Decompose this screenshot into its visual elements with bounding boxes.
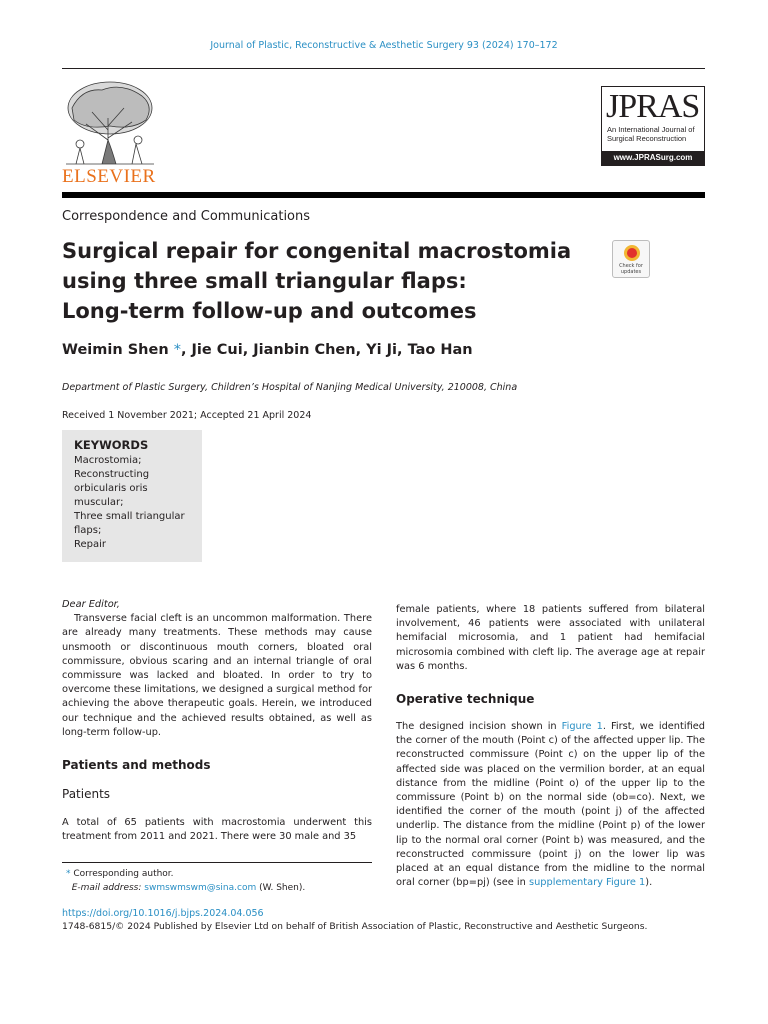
footnote-marker: * [66,869,71,879]
jpras-subtitle: An International Journal of Surgical Reconstruction [607,125,695,143]
check-for-updates-badge[interactable] [612,240,650,278]
article-section: Correspondence and Communications [62,209,311,224]
jpras-journal-logo[interactable] [601,86,705,166]
keyword-item: orbicularis oris [74,483,148,494]
body-column-left [62,598,372,844]
figure-1-link[interactable]: Figure 1 [561,721,603,733]
header-divider [62,68,705,69]
operative-paragraph: The designed incision shown in Figure 1. First, we identified the corner of the mouth (Point c) of the affected upper lip. The reconstructed commissure (Point c) on the upper lip of the affected side was placed on the vermilion border, at an equal distance from the midline (Point o) of the upper lip to the commissure (Point b) on the normal side (ob=co). Next, we identified the corner of the mouth (point j) of the affected underlip. The distance from the midline (Point p) of the lower lip to the normal oral corner (Point b) was measured, and the reconstructed commissure (point j) on the lower lip was placed at an equal distance from the midline to the normal oral corner (bp=pj) (see in supplementary Figure 1). [396,721,705,889]
heading-patients-methods: Patients and methods [62,758,211,773]
check-updates-icon [624,245,640,261]
footnote-divider [62,862,372,863]
keyword-item: flaps; [74,525,102,536]
jpras-url[interactable]: www.JPRASurg.com [602,151,704,165]
intro-paragraph: Transverse facial cleft is an uncommon malformation. There are already many treatments. These methods may cause unsmooth or discontinuous mouth corners, bloated oral commissure, obvious scaring and an internal triangle of oral commissure was lacked and bloated. In order to try to overcome these limitations, we designed a surgical method for achieving the above therapeutic goals. Herein, we introduced our technique and the achieved results obtained, as well as long-term follow-up. [62,613,372,738]
salutation: Dear Editor, [62,599,120,610]
authors-rest: , Jie Cui, Jianbin Chen, Yi Ji, Tao Han [180,342,473,358]
check-updates-label: Check for updates [619,263,643,275]
jpras-title: JPRAS [606,88,700,125]
copyright-line: 1748-6815/© 2024 Published by Elsevier Ltd on behalf of British Association of Plastic, Reconstructive and Aesthetic Surgeons. [62,921,648,932]
keyword-item: muscular; [74,497,124,508]
heading-patients: Patients [62,787,111,802]
keyword-item: Macrostomia; [74,455,142,466]
patients-paragraph-continued: female patients, where 18 patients suffered from bilateral involvement, 46 patients were associated with unilateral hemifacial microsomia, and 1 patient had hemifacial microsomia combined with cleft lip. The average age at repair was 6 months. [396,604,705,672]
author-first: Weimin Shen [62,342,169,358]
keyword-item: Repair [74,539,107,550]
elsevier-wordmark[interactable]: ELSEVIER [62,166,156,187]
received-dates: Received 1 November 2021; Accepted 21 April 2024 [62,410,312,421]
footnote [66,867,305,895]
corresponding-author-marker[interactable]: * [173,342,181,358]
keyword-item: Reconstructing [74,469,150,480]
journal-citation[interactable]: Journal of Plastic, Reconstructive & Aesthetic Surgery 93 (2024) 170–172 [210,40,558,51]
supplementary-figure-link[interactable]: supplementary Figure 1 [528,877,646,889]
patients-paragraph: A total of 65 patients with macrostomia underwent this treatment from 2011 and 2021. There were 30 male and 35 [62,817,372,843]
doi-link[interactable]: https://doi.org/10.1016/j.bjps.2024.04.056 [62,908,264,919]
heading-operative-technique: Operative technique [396,692,535,707]
affiliation: Department of Plastic Surgery, Children’s Hospital of Nanjing Medical University, 210008, China [62,382,518,393]
article-title: Surgical repair for congenital macrostomia using three small triangular flaps: Long-term follow-up and outcomes [62,239,572,323]
email-label: E-mail address: [71,883,142,893]
corresponding-note: Corresponding author. [73,869,174,879]
author-list [62,342,473,358]
header-thick-rule [62,192,705,198]
keywords-heading: KEYWORDS [74,438,149,452]
email-suffix: (W. Shen). [259,883,306,893]
body-column-right [396,603,705,890]
email-link[interactable]: swmswmswm@sina.com [144,883,257,893]
keywords-box [62,430,202,562]
keyword-item: Three small triangular [74,511,185,522]
